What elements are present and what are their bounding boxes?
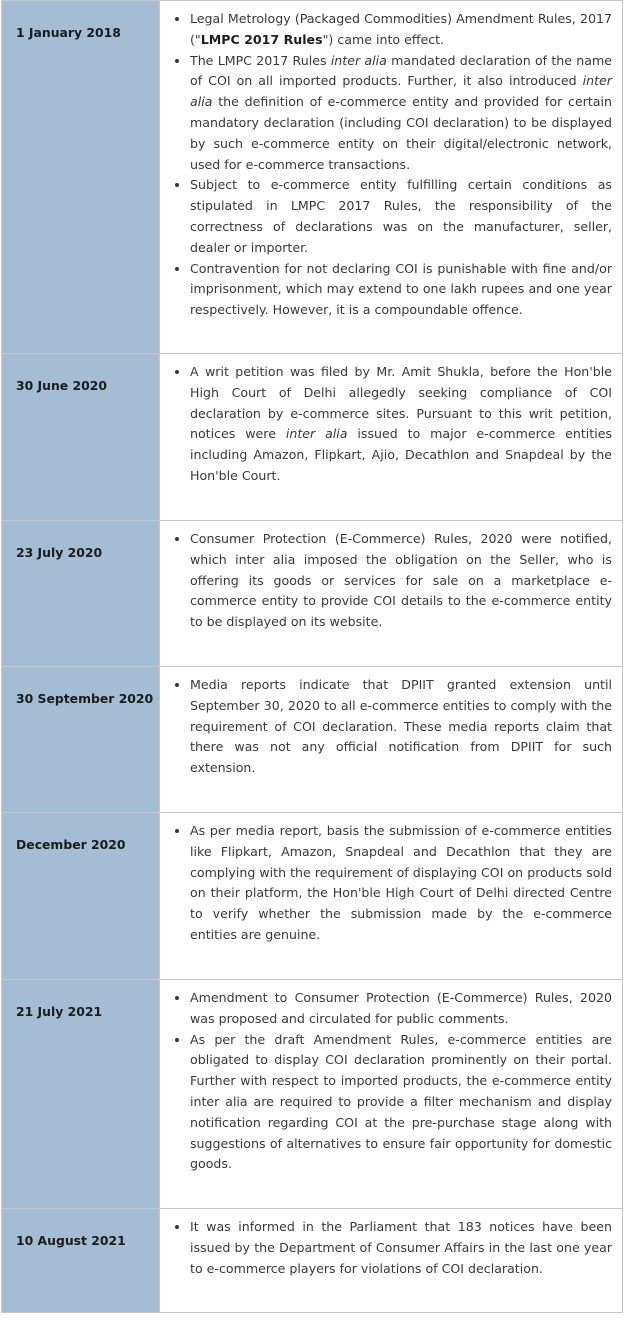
timeline-date: 21 July 2021 [2, 980, 160, 1209]
bullet-text: ") came into effect. [322, 31, 445, 47]
bullet-text: The LMPC 2017 Rules [190, 52, 331, 68]
timeline-row [2, 354, 623, 521]
timeline-row [2, 667, 623, 813]
timeline-bullet [190, 362, 612, 487]
bullet-text: the definition of e-commerce entity and provided for certain mandatory declaration (including COI declaration) to be displayed by such e-commerce entity on their digital/electronic network, used for e-commerce transactions. [190, 94, 612, 172]
timeline-date: 30 September 2020 [2, 667, 160, 813]
timeline-row [2, 980, 623, 1209]
timeline-bullet [190, 175, 612, 258]
timeline-row [2, 521, 623, 667]
timeline-bullet-list [170, 675, 612, 779]
timeline-date: 23 July 2020 [2, 521, 160, 667]
timeline-date: 10 August 2021 [2, 1209, 160, 1313]
timeline-bullet [190, 821, 612, 946]
timeline-row [2, 1, 623, 354]
bullet-text: issued to major e-commerce entities including Amazon, Flipkart, Ajio, Decathlon and Snapdeal by the Hon'ble Court. [190, 426, 613, 483]
timeline-bullet-list [170, 988, 612, 1175]
timeline-description [160, 813, 623, 980]
defined-term: LMPC 2017 Rules [200, 31, 323, 47]
timeline-row [2, 1209, 623, 1313]
bullet-text: Consumer Protection (E-Commerce) Rules, 2020 were notified, which inter alia imposed the obligation on the Seller, who is offering its goods or services for sale on a marketplace e-commerce entity to provide COI details to the e-commerce entity to be displayed on its website. [190, 531, 612, 630]
bullet-text: mandated declaration of the name of COI on all imported products. Further, it also introduced [190, 52, 613, 89]
timeline-date: 30 June 2020 [2, 354, 160, 521]
timeline-description [160, 354, 623, 521]
italic-phrase: inter alia [285, 426, 348, 442]
timeline-bullet-list [170, 9, 612, 321]
timeline-bullet [190, 259, 612, 321]
timeline-bullet [190, 675, 612, 779]
timeline-description [160, 1209, 623, 1313]
timeline-description [160, 521, 623, 667]
timeline-bullet [190, 988, 612, 1030]
bullet-text: Contravention for not declaring COI is punishable with fine and/or imprisonment, which may extend to one lakh rupees and one year respectively. However, it is a compoundable offence. [190, 260, 612, 318]
timeline-bullet-list [170, 821, 612, 946]
timeline-row [2, 813, 623, 980]
bullet-text: Subject to e-commerce entity fulfilling certain conditions as stipulated in LMPC 2017 Rules, the responsibility of the correctness of declarations was on the manufacturer, seller, dealer or importer. [190, 177, 612, 255]
bullet-text: Media reports indicate that DPIIT granted extension until September 30, 2020 to all e-commerce entities to comply with the requirement of COI declaration. These media reports claim that there was not any official notification from DPIIT for such extension. [190, 677, 612, 776]
timeline-bullet [190, 1030, 612, 1176]
timeline-body [2, 1, 623, 1313]
bullet-text: As per media report, basis the submission of e-commerce entities like Flipkart, Amazon, Snapdeal and Decathlon that they are complying with the requirement of displaying COI on products sold on their platform, the Hon'ble High Court of Delhi directed Centre to verify whether the submission made by the e-commerce entities are genuine. [190, 823, 612, 942]
timeline-bullet [190, 1217, 612, 1279]
italic-phrase: inter alia [190, 73, 612, 110]
timeline-description [160, 1, 623, 354]
timeline-description [160, 667, 623, 813]
bullet-text: A writ petition was filed by Mr. Amit Shukla, before the Hon'ble High Court of Delhi allegedly seeking compliance of COI declaration by e-commerce sites. Pursuant to this writ petition, notices were [190, 364, 612, 442]
timeline-bullet-list [170, 529, 612, 633]
bullet-text: It was informed in the Parliament that 183 notices have been issued by the Department of Consumer Affairs in the last one year to e-commerce players for violations of COI declaration. [190, 1219, 612, 1276]
timeline-bullet-list [170, 362, 612, 487]
timeline-date: 1 January 2018 [2, 1, 160, 354]
italic-phrase: inter alia [330, 52, 387, 68]
timeline-date: December 2020 [2, 813, 160, 980]
timeline-bullet [190, 51, 612, 176]
timeline-description [160, 980, 623, 1209]
bullet-text: As per the draft Amendment Rules, e-commerce entities are obligated to display COI declaration prominently on their portal. Further with respect to imported products, the e-commerce entity inter alia are required to provide a filter mechanism and display notification regarding COI at the pre-purchase stage along with suggestions of alternatives to ensure fair opportunity for domestic goods. [190, 1031, 612, 1172]
bullet-text: Legal Metrology (Packaged Commodities) Amendment Rules, 2017 (" [190, 11, 612, 47]
bullet-text: Amendment to Consumer Protection (E-Commerce) Rules, 2020 was proposed and circulated for public comments. [190, 990, 612, 1026]
timeline-bullet-list [170, 1217, 612, 1279]
timeline-bullet [190, 529, 612, 633]
timeline-table [1, 0, 623, 1313]
timeline-bullet [190, 9, 612, 51]
